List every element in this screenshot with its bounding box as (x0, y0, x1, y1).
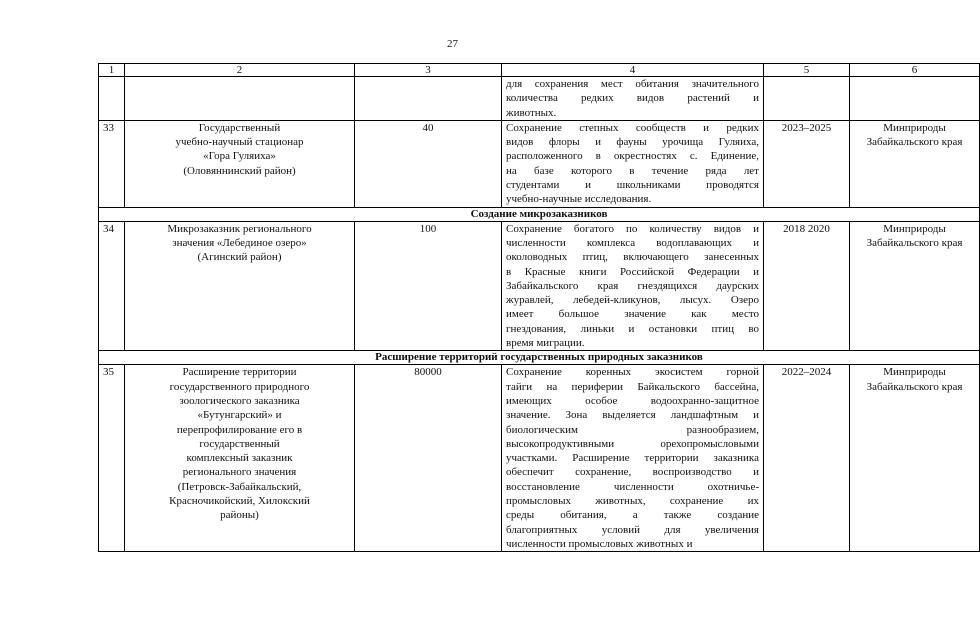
description-line: на базе которого в течение ряда лет (506, 164, 759, 177)
description-line: видов флоры и фауны урочища Гуляиха, (506, 136, 759, 149)
object-name-line: значения «Лебединое озеро» (172, 236, 307, 249)
description (502, 221, 764, 351)
object-name (125, 77, 355, 121)
area-value (355, 77, 502, 121)
object-name-line: учебно-научный стационар (175, 136, 304, 149)
description (502, 77, 764, 121)
description-line: имеющих особое водоохранно-защитное (506, 394, 759, 407)
document-table (98, 63, 980, 552)
responsible-line: Минприроды (883, 222, 946, 235)
description-line: восстановление численности охотничье- (506, 480, 759, 493)
object-name-line: (Оловяннинский район) (183, 164, 296, 177)
description-line: для сохранения мест обитания значительного (506, 78, 759, 90)
object-name-line: районы) (220, 509, 259, 522)
header-col-6: 6 (850, 64, 980, 77)
object-name-line: государственного природного (169, 380, 310, 393)
description-line: тайги на периферии Байкальского бассейна, (506, 380, 759, 393)
description-line: гнездования, линьки и остановки птиц во (506, 322, 759, 335)
header-col-3: 3 (355, 64, 502, 77)
row-number: 35 (99, 365, 125, 552)
table-body (99, 64, 980, 552)
responsible-line: Забайкальского края (866, 380, 963, 393)
area-value: 80000 (355, 365, 502, 552)
row-number: 34 (99, 221, 125, 351)
area-value: 100 (355, 221, 502, 351)
header-col-5: 5 (764, 64, 850, 77)
object-name (125, 221, 355, 351)
object-name-line: Расширение территории (182, 366, 297, 379)
object-name (125, 120, 355, 207)
period: 2022–2024 (764, 365, 850, 552)
object-name-line: комплексный заказник (186, 452, 293, 465)
period: 2023–2025 (764, 120, 850, 207)
object-name-line: (Петровск-Забайкальский, (177, 480, 302, 493)
description (502, 365, 764, 552)
row-number (99, 77, 125, 121)
header-row (99, 64, 980, 77)
header-col-2: 2 (125, 64, 355, 77)
period: 2018 2020 (764, 221, 850, 351)
description-line: учебно-научные исследования. (506, 193, 652, 206)
object-name-line: перепрофилирование его в (176, 423, 303, 436)
object-name-line: зоологического заказника (179, 394, 300, 407)
description-line: Сохранение коренных экосистем горной (506, 366, 759, 379)
description-line: время миграции. (506, 337, 585, 350)
object-name-line: Государственный (198, 121, 281, 134)
responsible-line: Забайкальского края (866, 136, 963, 149)
description-line: биологическим разнообразием, (506, 423, 759, 436)
description-line: студентами и школьниками проводятся (506, 179, 759, 192)
responsible (850, 120, 980, 207)
section-row (99, 351, 980, 365)
responsible-line: Минприроды (883, 121, 946, 134)
description-line: Сохранение богатого по количеству видов и (506, 222, 759, 235)
table-row (99, 120, 980, 207)
object-name-line: «Бутунгарский» и (197, 409, 282, 422)
description-line: благоприятных условий для увеличения (506, 523, 759, 536)
description-line: среды обитания, а также создание (506, 509, 759, 522)
description-line: в Красные книги Российской Федерации и (506, 265, 759, 278)
description-line: журавлей, лебедей-кликунов, лысух. Озеро (506, 294, 759, 307)
description-line: обеспечит сохранение, воспроизводство и (506, 466, 759, 479)
description-line: животных. (506, 106, 557, 119)
table-row (99, 221, 980, 351)
row-number: 33 (99, 120, 125, 207)
description-line: Сохранение степных сообществ и редких (506, 121, 759, 134)
header-col-4: 4 (502, 64, 764, 77)
description-line: околоводных птиц, включающего занесенных (506, 251, 759, 264)
description-line: имеет большое значение как место (506, 308, 759, 321)
header-col-1: 1 (99, 64, 125, 77)
area-value: 40 (355, 120, 502, 207)
object-name-line: Красночикойский, Хилокский (169, 495, 310, 508)
description-line: численности комплекса водоплавающих и (506, 236, 759, 249)
object-name (125, 365, 355, 552)
description-line: значение. Зона выделяется ландшафтным и (506, 409, 759, 422)
section-title: Создание микрозаказников (99, 207, 980, 221)
table-row (99, 365, 980, 552)
responsible (850, 77, 980, 121)
object-name-line: «Гора Гуляиха» (203, 150, 276, 163)
period (764, 77, 850, 121)
description (502, 120, 764, 207)
description-line: высокопродуктивными орехопромысловыми (506, 437, 759, 450)
section-title: Расширение территорий государственных природных заказников (99, 351, 980, 365)
section-row (99, 207, 980, 221)
description-line: количества редких видов растений и (506, 92, 759, 105)
responsible-line: Минприроды (883, 366, 946, 379)
continuation-row (99, 77, 980, 121)
description-line: численности промысловых животных и (506, 537, 693, 550)
responsible-line: Забайкальского края (866, 236, 963, 249)
description-line: участками. Расширение территории заказника (506, 452, 759, 465)
object-name-line: государственный (199, 437, 280, 450)
description-line: промысловых животных, сохранение их (506, 495, 759, 508)
responsible (850, 365, 980, 552)
object-name-line: Микрозаказник регионального (167, 222, 312, 235)
description-line: расположенного в окрестностях с. Единение, (506, 150, 759, 163)
page-number: 27 (447, 38, 458, 50)
object-name-line: регионального значения (182, 466, 297, 479)
responsible (850, 221, 980, 351)
description-line: Забайкальского края гнездящихся даурских (506, 279, 759, 292)
object-name-line: (Агинский район) (197, 251, 282, 264)
